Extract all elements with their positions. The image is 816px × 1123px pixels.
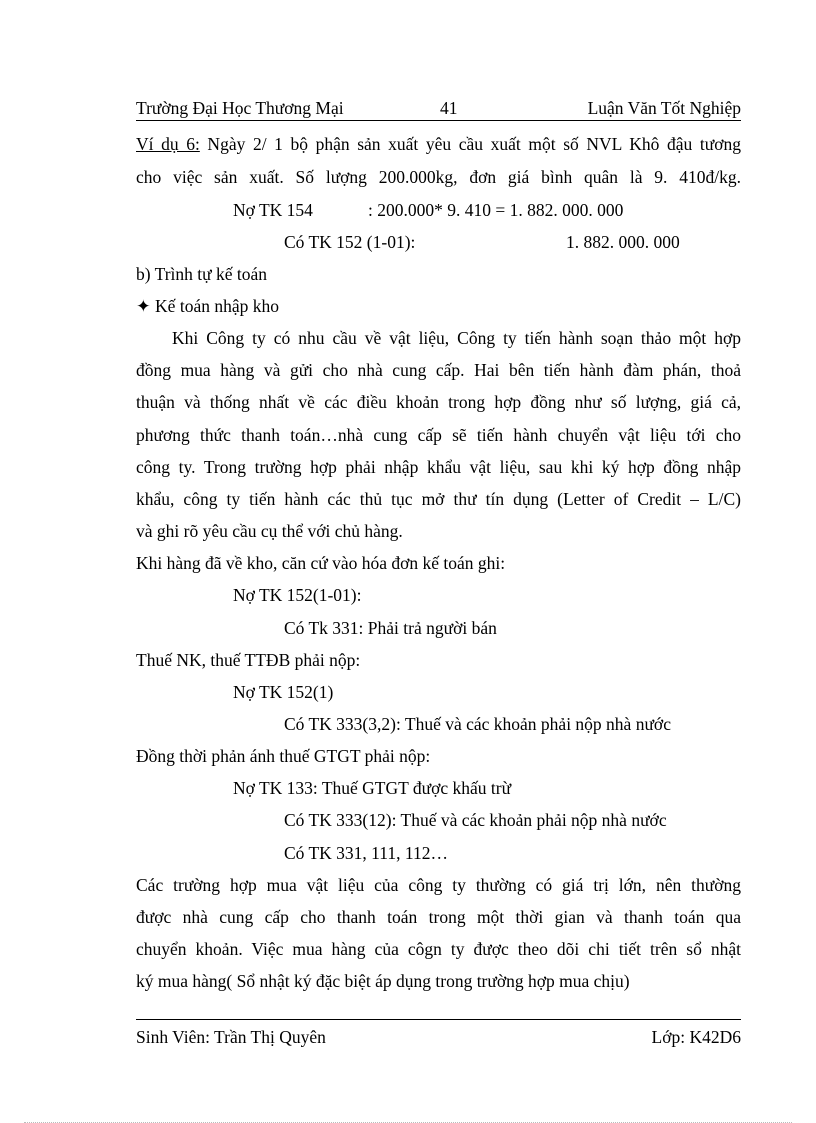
section-b-heading: b) Trình tự kế toán xyxy=(136,264,268,284)
entry4-credit-1: Có TK 333(12): Thuế và các khoản phải nộp nhà nước xyxy=(284,810,667,830)
example-line-2: cho việc sản xuất. Số lượng 200.000kg, đơn giá bình quân là 9. 410đ/kg. xyxy=(136,167,741,187)
para2-line-1: Các trường hợp mua vật liệu của công ty thường có giá trị lớn, nên thường xyxy=(136,875,741,895)
page-header xyxy=(136,96,741,121)
entry2-credit: Có Tk 331: Phải trả người bán xyxy=(284,618,497,638)
subheading-line xyxy=(136,294,279,318)
para1-line-5: công ty. Trong trường hợp phải nhập khẩu vật liệu, sau khi ký hợp đồng nhập xyxy=(136,457,741,477)
header-university: Trường Đại Học Thương Mại xyxy=(136,98,344,118)
subheading: Kế toán nhập kho xyxy=(155,296,279,316)
para1-line-4: phương thức thanh toán…nhà cung cấp sẽ tiến hành chuyển vật liệu tới cho xyxy=(136,425,741,445)
example-label: Ví dụ 6: xyxy=(136,134,200,154)
goods-in-line: Khi hàng đã về kho, căn cứ vào hóa đơn kế toán ghi: xyxy=(136,553,506,573)
para1-line-6: khẩu, công ty tiến hành các thủ tục mở thư tín dụng (Letter of Credit – L/C) xyxy=(136,489,741,509)
footer-student: Sinh Viên: Trần Thị Quyên xyxy=(136,1027,326,1047)
vat-label: Đồng thời phản ánh thuế GTGT phải nộp: xyxy=(136,746,431,766)
para1-line-1: Khi Công ty có nhu cầu về vật liệu, Công ty tiến hành soạn thảo một hợp xyxy=(172,328,741,348)
para2-line-4: ký mua hàng( Sổ nhật ký đặc biệt áp dụng trong trường hợp mua chịu) xyxy=(136,971,630,991)
entry4-credit-2: Có TK 331, 111, 112… xyxy=(284,843,448,863)
entry1-credit: Có TK 152 (1-01): xyxy=(284,232,416,252)
entry3-credit: Có TK 333(3,2): Thuế và các khoản phải nộp nhà nước xyxy=(284,714,671,734)
entry3-debit: Nợ TK 152(1) xyxy=(233,682,334,702)
para1-line-2: đồng mua hàng và gửi cho nhà cung cấp. Hai bên tiến hành đàm phán, thoả xyxy=(136,360,741,380)
entry2-debit: Nợ TK 152(1-01): xyxy=(233,585,362,605)
entry4-debit: Nợ TK 133: Thuế GTGT được khấu trừ xyxy=(233,778,512,798)
page-footer xyxy=(136,1019,741,1048)
example-line-1 xyxy=(136,132,741,156)
entry1-amount: 1. 882. 000. 000 xyxy=(566,232,680,252)
tax-label: Thuế NK, thuế TTĐB phải nộp: xyxy=(136,650,361,670)
para1-line-7: và ghi rõ yêu cầu cụ thể với chủ hàng. xyxy=(136,521,403,541)
para1-line-3: thuận và thống nhất về các điều khoản trong hợp đồng như số lượng, giá cả, xyxy=(136,392,741,412)
header-thesis-title: Luận Văn Tốt Nghiệp xyxy=(587,98,741,118)
para2-line-2: được nhà cung cấp cho thanh toán trong một thời gian và thanh toán qua xyxy=(136,907,741,927)
entry1-debit: Nợ TK 154 xyxy=(233,200,313,220)
footer-class: Lớp: K42D6 xyxy=(651,1027,741,1047)
bullet-icon: ✦ xyxy=(136,296,151,316)
header-page-number: 41 xyxy=(440,98,458,118)
entry1-calc: : 200.000* 9. 410 = 1. 882. 000. 000 xyxy=(368,200,624,220)
para2-line-3: chuyển khoản. Việc mua hàng của côgn ty được theo dõi chi tiết trên sổ nhật xyxy=(136,939,741,959)
example-text: Ngày 2/ 1 bộ phận sản xuất yêu cầu xuất một số NVL Khô đậu tương xyxy=(199,134,741,154)
